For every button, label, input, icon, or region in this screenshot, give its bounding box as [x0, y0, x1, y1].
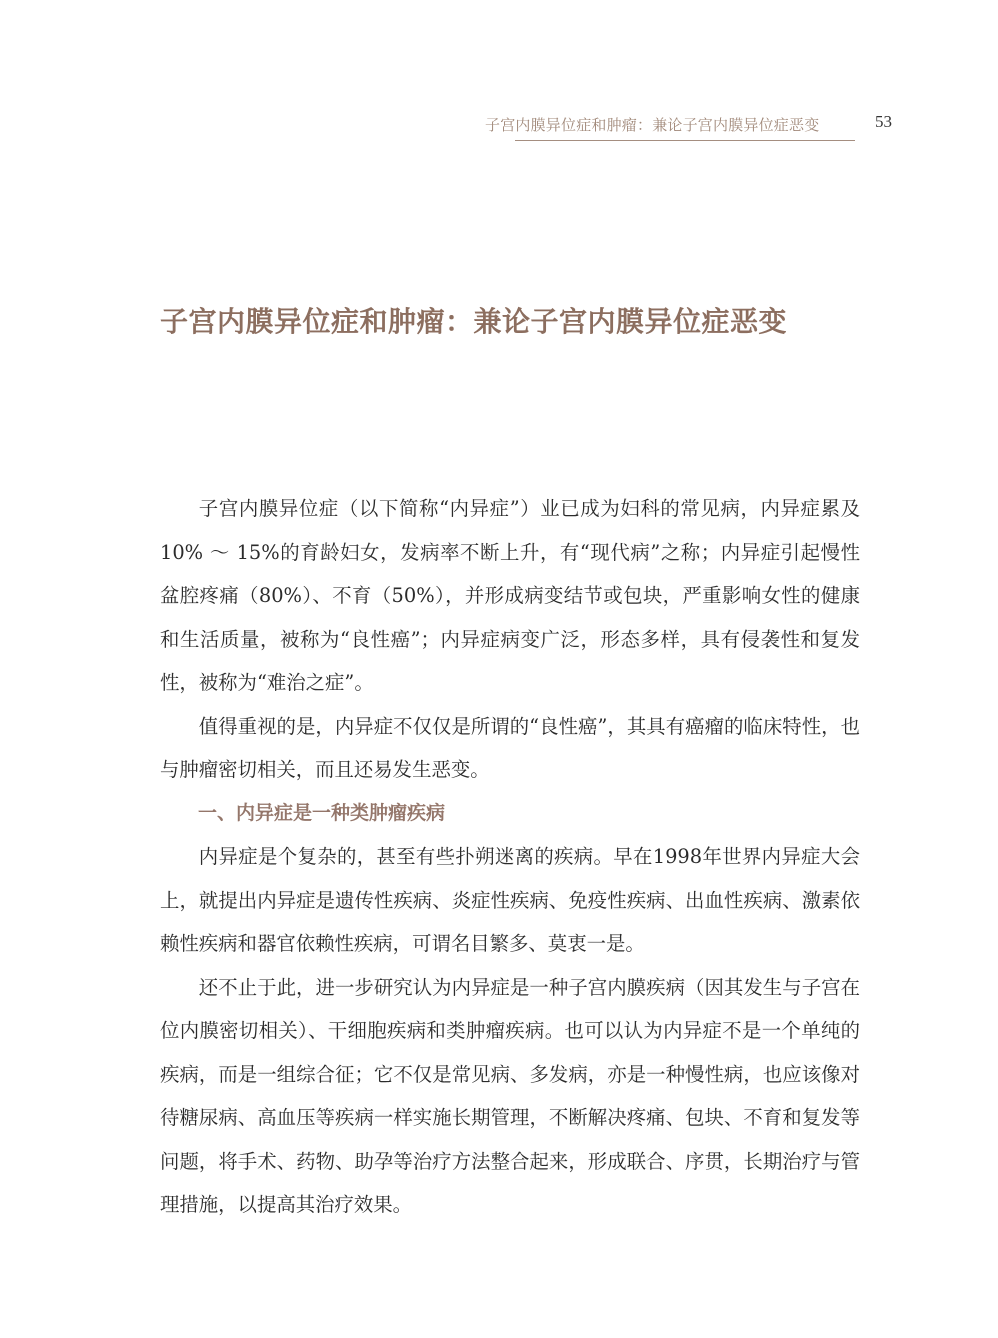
page-number: 53 — [875, 112, 892, 131]
paragraph: 还不止于此，进一步研究认为内异症是一种子宫内膜疾病（因其发生与子宫在位内膜密切相关）、干细胞疾病和类肿瘤疾病。也可以认为内异症不是一个单纯的疾病，而是一组综合征；它不仅是常见病、多发病，亦是一种慢性病，也应该像对待糖尿病、高血压等疾病一样实施长期管理，不断解决疼痛、包块、不育和复发等问题，将手术、药物、助孕等治疗方法整合起来，形成联合、序贯，长期治疗与管理措施，以提高其治疗效果。 — [160, 975, 860, 1216]
paragraph: 内异症是个复杂的，甚至有些扑朔迷离的疾病。早在1998年世界内异症大会上，就提出内异症是遗传性疾病、炎症性疾病、免疫性疾病、出血性疾病、激素依赖性疾病和器官依赖性疾病，可谓名目繁多、莫衷一是。 — [160, 845, 860, 955]
paragraph: 子宫内膜异位症（以下简称“内异症”）业已成为妇科的常见病，内异症累及10% ～ 15%的育龄妇女，发病率不断上升，有“现代病”之称；内异症引起慢性盆腔疼痛（80%）、不育（50%），并形成病变结节或包块，严重影响女性的健康和生活质量，被称为“良性癌”；内异症病变广泛，形态多样，具有侵袭性和复发性，被称为“难治之症”。 — [160, 497, 860, 694]
body-text — [160, 487, 860, 1227]
paragraph: 值得重视的是，内异症不仅仅是所谓的“良性癌”，其具有癌瘤的临床特性，也与肿瘤密切相关，而且还易发生恶变。 — [160, 714, 860, 781]
section-heading: 一、内异症是一种类肿瘤疾病 — [198, 801, 446, 824]
running-header — [480, 112, 900, 142]
header-rule — [515, 140, 855, 141]
chapter-title: 子宫内膜异位症和肿瘤：兼论子宫内膜异位症恶变 — [160, 305, 788, 338]
running-title: 子宫内膜异位症和肿瘤：兼论子宫内膜异位症恶变 — [485, 116, 820, 134]
